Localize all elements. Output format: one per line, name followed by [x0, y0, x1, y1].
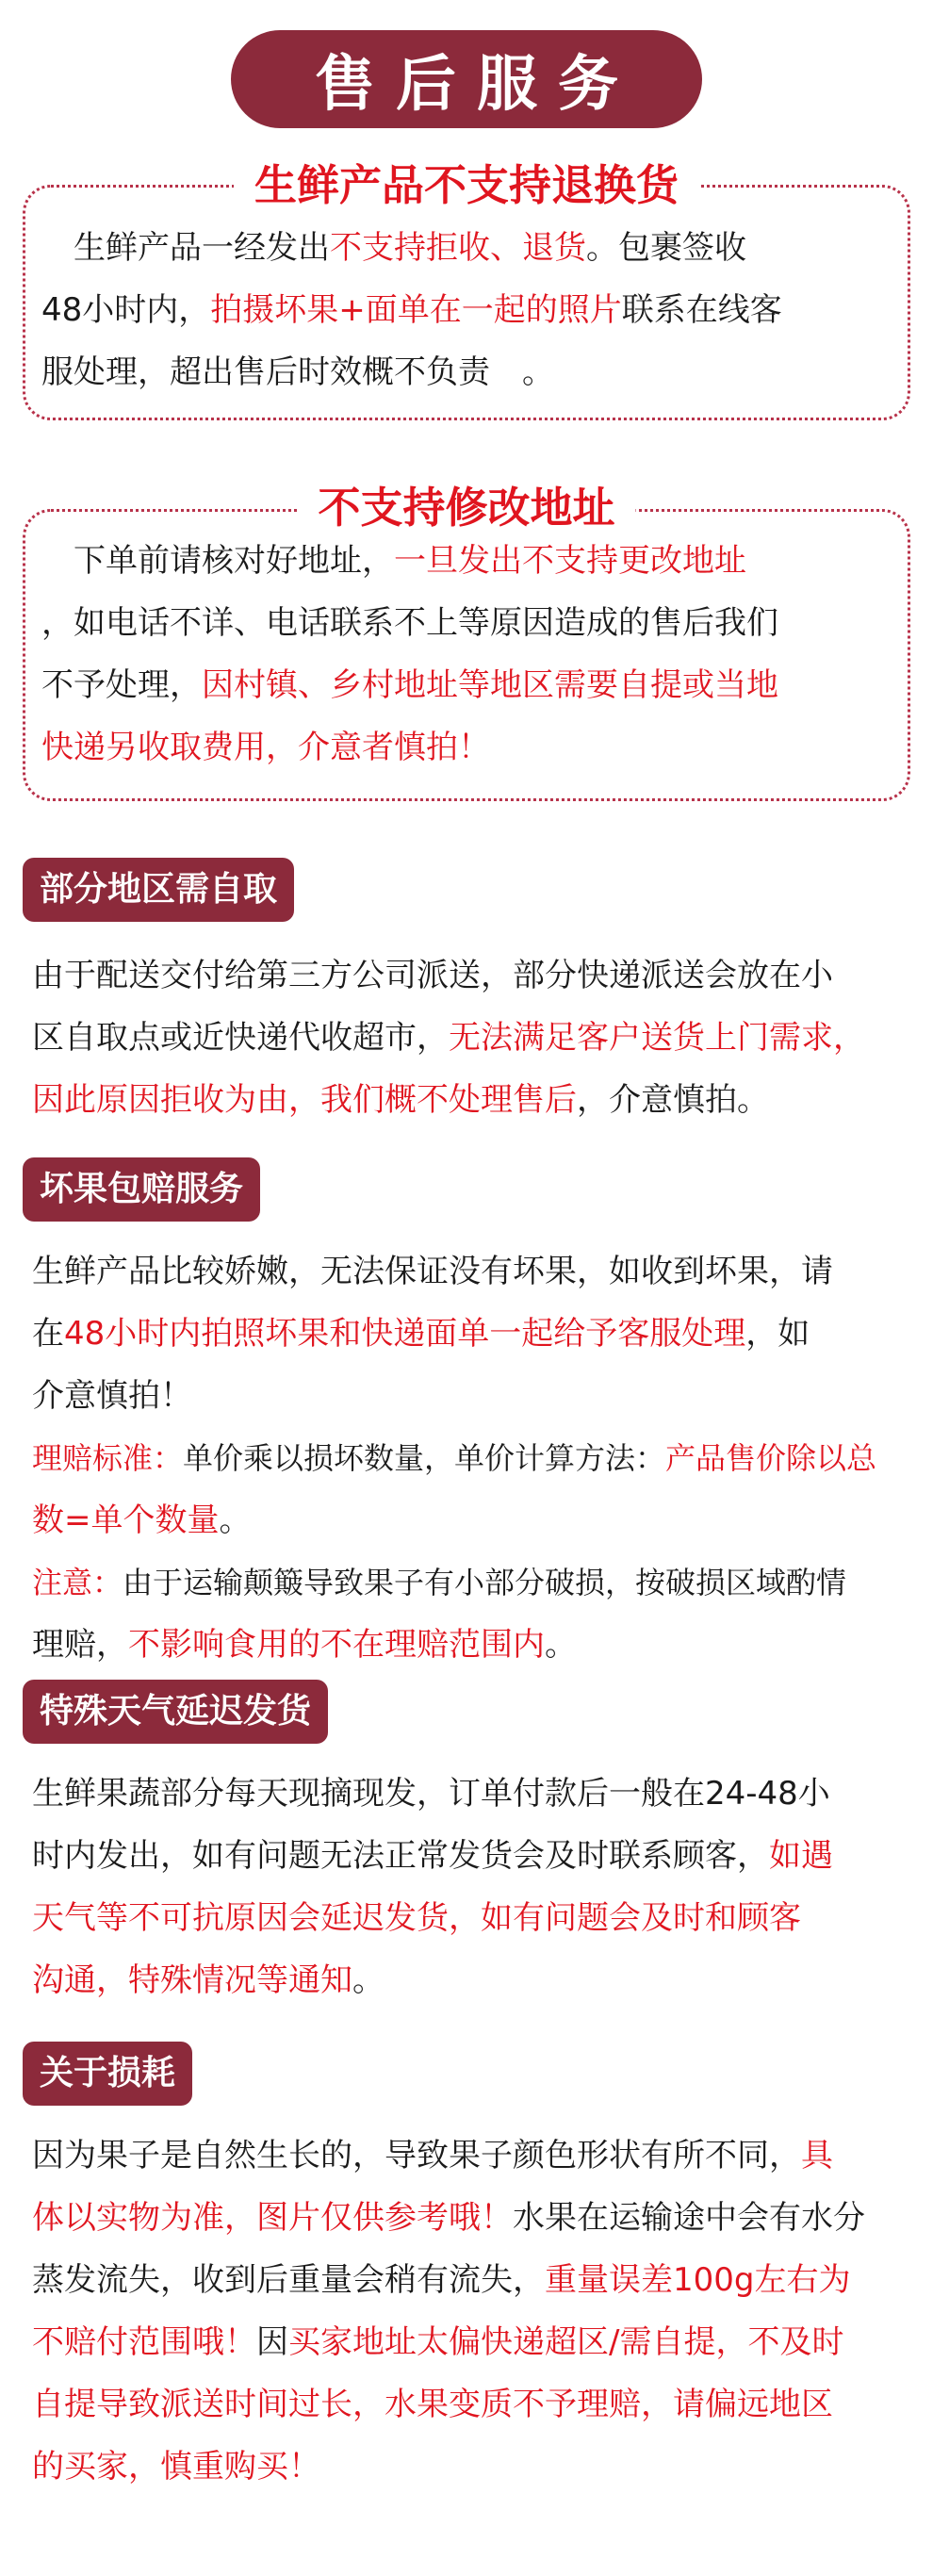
text-line: 生鲜产品比较娇嫩，无法保证没有坏果，如收到坏果，请: [32, 1253, 833, 1290]
bad-fruit-compensation-tag: 坏果包赔服务: [23, 1157, 260, 1222]
text-line: 不赔付范围哦！因买家地址太偏快递超区/需自提，不及时: [32, 2323, 844, 2361]
text-line: 数=单个数量。: [32, 1501, 252, 1539]
no-return-title: 生鲜产品不支持退换货: [234, 151, 699, 212]
bad-fruit-compensation-text: [32, 1240, 908, 1676]
weight-loss-tag: 关于损耗: [23, 2042, 192, 2106]
text-line: 生鲜产品一经发出不支持拒收、退货。包裹签收: [41, 229, 746, 267]
text-line: 蒸发流失，收到后重量会稍有流失，重量误差100g左右为: [32, 2261, 851, 2299]
text-line: 介意慎拍！: [32, 1377, 192, 1415]
text-line: 理赔，不影响食用的不在理赔范围内。: [32, 1626, 577, 1664]
text-line: ，如电话不详、电话联系不上等原因造成的售后我们: [41, 604, 778, 642]
text-line: 理赔标准：单价乘以损坏数量，单价计算方法：产品售价除以总: [32, 1440, 877, 1476]
text-line: 体以实物为准，图片仅供参考哦！水果在运输途中会有水分: [32, 2199, 865, 2237]
no-return-text: [41, 217, 899, 403]
text-line: 在48小时内拍照坏果和快递面单一起给予客服处理，如: [32, 1315, 810, 1353]
text-line: 的买家，慎重购买！: [32, 2448, 320, 2486]
text-line: 天气等不可抗原因会延迟发货，如有问题会及时和顾客: [32, 1899, 801, 1937]
self-pickup-text: [32, 944, 908, 1131]
text-line: 因为果子是自然生长的，导致果子颜色形状有所不同，具: [32, 2137, 833, 2174]
self-pickup-tag: 部分地区需自取: [23, 858, 294, 922]
text-line: 生鲜果蔬部分每天现摘现发，订单付款后一般在24-48小: [32, 1775, 830, 1813]
text-line: 区自取点或近快递代收超市，无法满足客户送货上门需求，: [32, 1019, 865, 1057]
text-line: 注意：由于运输颠簸导致果子有小部分破损，按破损区域酌情: [32, 1565, 847, 1600]
text-line: 不予处理，因村镇、乡村地址等地区需要自提或当地: [41, 666, 778, 704]
weather-delay-tag: 特殊天气延迟发货: [23, 1680, 328, 1744]
text-line: 服处理，超出售后时效概不负责 。: [41, 353, 554, 391]
text-line: 时内发出，如有问题无法正常发货会及时联系顾客，如遇: [32, 1837, 833, 1875]
page-title: 售后服务: [231, 30, 702, 128]
text-line: 48小时内，拍摄坏果+面单在一起的照片联系在线客: [41, 291, 782, 329]
text-line: 下单前请核对好地址，一旦发出不支持更改地址: [41, 542, 746, 580]
text-line: 沟通，特殊情况等通知。: [32, 1961, 385, 1999]
weight-loss-text: [32, 2125, 908, 2498]
text-line: 因此原因拒收为由，我们概不处理售后，介意慎拍。: [32, 1081, 769, 1119]
text-line: 自提导致派送时间过长，水果变质不予理赔，请偏远地区: [32, 2386, 833, 2423]
weather-delay-text: [32, 1763, 908, 2011]
text-line: 由于配送交付给第三方公司派送，部分快递派送会放在小: [32, 957, 833, 994]
no-address-change-title: 不支持修改地址: [297, 473, 635, 534]
text-line: 快递另收取费用，介意者慎拍！: [41, 729, 490, 766]
no-address-change-text: [41, 530, 899, 779]
